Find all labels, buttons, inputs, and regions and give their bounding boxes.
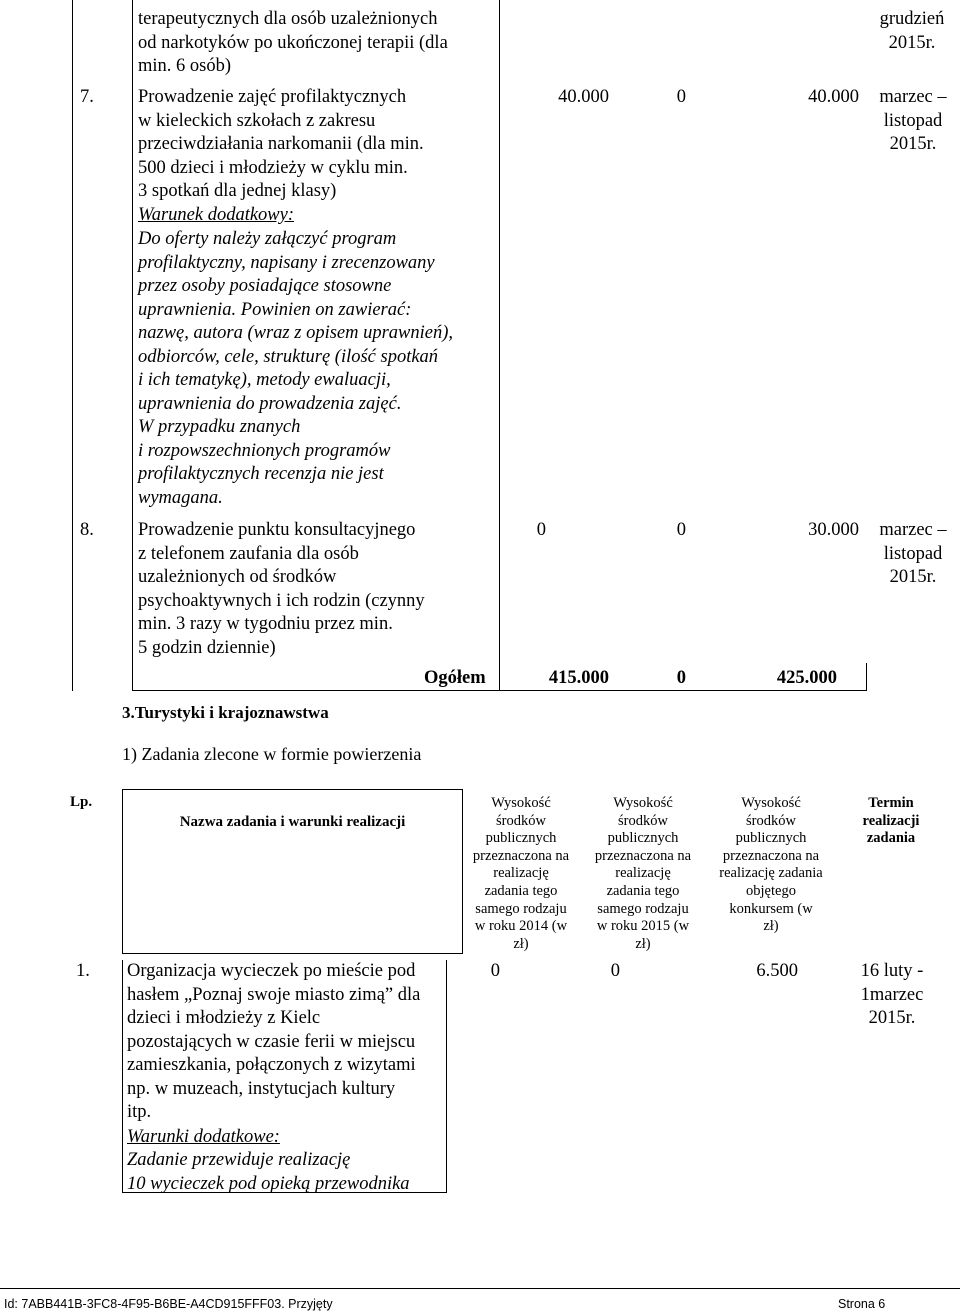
row8-amount-competition: 30.000 <box>808 520 859 540</box>
total-amount-competition: 425.000 <box>776 668 837 688</box>
row1-condition-label: Warunki dodatkowe: <box>127 1127 280 1147</box>
row8-amount-2015: 0 <box>676 520 686 540</box>
row7-lp: 7. <box>80 87 94 107</box>
header-lp: Lp. <box>70 794 93 810</box>
section-title: 3.Turystyki i krajoznawstwa <box>122 703 329 722</box>
total-amount-2014: 415.000 <box>548 668 609 688</box>
total-label: Ogółem <box>424 668 486 688</box>
total-amount-2015: 0 <box>676 668 686 688</box>
header-term: Termin realizacji zadania <box>862 795 920 847</box>
row7-text: Prowadzenie zajęć profilaktycznych w kieleckich szkołach z zakresu przeciwdziałania narkomanii (dla min. 500 dzieci i młodzieży w cyklu min. 3 spotkań dla jednej klasy) <box>138 87 424 201</box>
row7-amount-2014: 40.000 <box>558 87 609 107</box>
header-amount-2015: Wysokość środków publicznych przeznaczona na realizację zadania tego samego rodzaju w roku 2015 (w zł) <box>594 795 692 952</box>
header-task-name: Nazwa zadania i warunki realizacji <box>179 814 406 830</box>
row7-amount-2015: 0 <box>676 87 686 107</box>
row8-amount-2014: 0 <box>536 520 546 540</box>
header-amount-competition: Wysokość środków publicznych przeznaczona na realizację zadania objętego konkursem (w zł) <box>719 795 823 935</box>
row7-condition-text: Do oferty należy załączyć program profilaktyczny, napisany i zrecenzowany przez osoby posiadające stosowne uprawnienia. Powinien on zawierać: nazwę, autora (wraz z opisem uprawnień), odbiorców, cele, strukturę (ilość spotkań i ich tematykę), metody ewaluacji, uprawnienia do prowadzenia zajęć. W przypadku znanych i rozpowszechnionych programów profilaktycznych recenzja nie jest wymagana. <box>138 229 454 508</box>
section-subtitle: 1) Zadania zlecone w formie powierzenia <box>122 744 422 764</box>
row7-amount-competition: 40.000 <box>808 87 859 107</box>
row-continued-text: terapeutycznych dla osób uzależnionych od narkotyków po ukończonej terapii (dla min. 6 osób) <box>138 9 448 76</box>
header-amount-2014: Wysokość środków publicznych przeznaczona na realizację zadania tego samego rodzaju w roku 2014 (w zł) <box>472 795 570 952</box>
row1-text: Organizacja wycieczek po mieście pod hasłem „Poznaj swoje miasto zimą” dla dzieci i młodzieży z Kielc pozostających w czasie ferii w miejscu zamieszkania, połączonych z wizytami np. w muzeach, instytucjach kultury itp. <box>127 961 421 1122</box>
row8-term: marzec – listopad 2015r. <box>879 520 947 587</box>
row1-condition-text: Zadanie przewiduje realizację 10 wycieczek pod opieką przewodnika <box>127 1150 410 1194</box>
row1-amount-competition: 6.500 <box>756 961 798 981</box>
row1-lp: 1. <box>76 961 90 981</box>
row8-text: Prowadzenie punktu konsultacyjnego z telefonem zaufania dla osób uzależnionych od środków psychoaktywnych i ich rodzin (czynny min. 3 razy w tygodniu przez min. 5 godzin dziennie) <box>138 520 425 658</box>
row1-amount-2015: 0 <box>610 961 620 981</box>
row8-lp: 8. <box>80 520 94 540</box>
document-id: Id: 7ABB441B-3FC8-4F95-B6BE-A4CD915FFF03. Przyjęty <box>4 1297 333 1311</box>
row1-amount-2014: 0 <box>490 961 500 981</box>
row-continued-term: grudzień 2015r. <box>879 9 945 53</box>
row7-term: marzec – listopad 2015r. <box>879 87 947 154</box>
row7-condition-label: Warunek dodatkowy: <box>138 205 295 225</box>
page-number: Strona 6 <box>838 1297 886 1311</box>
row1-term: 16 luty - 1marzec 2015r. <box>860 961 924 1028</box>
